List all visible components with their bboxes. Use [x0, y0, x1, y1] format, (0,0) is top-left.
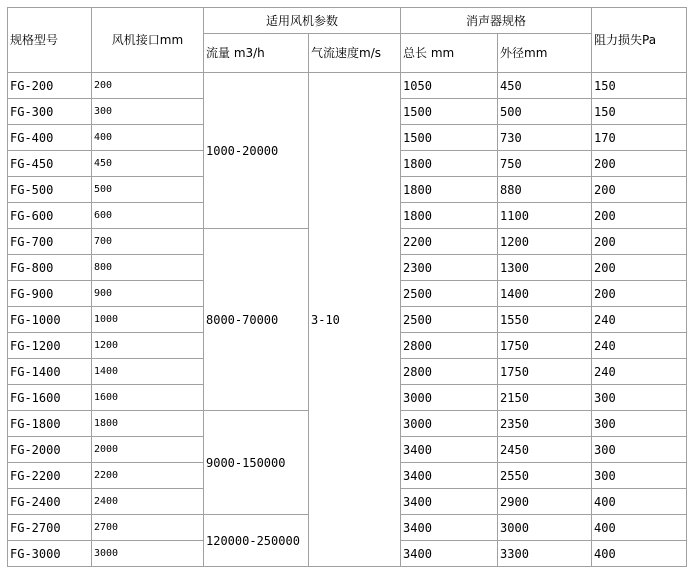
loss-cell: 150	[592, 99, 687, 125]
header-fan-params: 适用风机参数	[204, 8, 401, 34]
header-velocity: 气流速度m/s	[309, 34, 401, 73]
loss-cell: 300	[592, 437, 687, 463]
loss-cell: 200	[592, 151, 687, 177]
loss-cell: 200	[592, 281, 687, 307]
length-cell: 3400	[401, 437, 498, 463]
dia-cell: 1300	[498, 255, 592, 281]
dia-cell: 2150	[498, 385, 592, 411]
port-cell: 500	[92, 177, 204, 203]
loss-cell: 400	[592, 515, 687, 541]
length-cell: 3400	[401, 515, 498, 541]
dia-cell: 500	[498, 99, 592, 125]
length-cell: 3000	[401, 385, 498, 411]
flow-group-cell: 9000-150000	[204, 411, 309, 515]
port-cell: 1200	[92, 333, 204, 359]
velocity-cell: 3-10	[309, 73, 401, 567]
length-cell: 2500	[401, 281, 498, 307]
length-cell: 2500	[401, 307, 498, 333]
header-total-length: 总长 mm	[401, 34, 498, 73]
length-cell: 1800	[401, 177, 498, 203]
port-cell: 600	[92, 203, 204, 229]
header-resistance: 阻力损失Pa	[592, 8, 687, 73]
model-cell: FG-2400	[8, 489, 92, 515]
length-cell: 2800	[401, 333, 498, 359]
model-cell: FG-300	[8, 99, 92, 125]
dia-cell: 1200	[498, 229, 592, 255]
loss-cell: 150	[592, 73, 687, 99]
port-cell: 800	[92, 255, 204, 281]
flow-group-cell: 8000-70000	[204, 229, 309, 411]
length-cell: 2800	[401, 359, 498, 385]
loss-cell: 300	[592, 411, 687, 437]
model-cell: FG-450	[8, 151, 92, 177]
model-cell: FG-1800	[8, 411, 92, 437]
loss-cell: 200	[592, 229, 687, 255]
port-cell: 900	[92, 281, 204, 307]
model-cell: FG-400	[8, 125, 92, 151]
model-cell: FG-600	[8, 203, 92, 229]
dia-cell: 1100	[498, 203, 592, 229]
model-cell: FG-700	[8, 229, 92, 255]
flow-group-cell: 1000-20000	[204, 73, 309, 229]
table-row	[8, 73, 687, 99]
length-cell: 3400	[401, 541, 498, 567]
port-cell: 450	[92, 151, 204, 177]
port-cell: 2200	[92, 463, 204, 489]
length-cell: 2300	[401, 255, 498, 281]
dia-cell: 1400	[498, 281, 592, 307]
flow-group-cell: 120000-250000	[204, 515, 309, 567]
dia-cell: 1550	[498, 307, 592, 333]
header-outer-dia: 外径mm	[498, 34, 592, 73]
header-fan-port: 风机接口mm	[92, 8, 204, 73]
port-cell: 200	[92, 73, 204, 99]
port-cell: 700	[92, 229, 204, 255]
dia-cell: 2550	[498, 463, 592, 489]
dia-cell: 880	[498, 177, 592, 203]
dia-cell: 750	[498, 151, 592, 177]
loss-cell: 240	[592, 307, 687, 333]
model-cell: FG-900	[8, 281, 92, 307]
dia-cell: 3300	[498, 541, 592, 567]
length-cell: 3400	[401, 463, 498, 489]
loss-cell: 170	[592, 125, 687, 151]
model-cell: FG-500	[8, 177, 92, 203]
model-cell: FG-2000	[8, 437, 92, 463]
loss-cell: 240	[592, 333, 687, 359]
port-cell: 1400	[92, 359, 204, 385]
loss-cell: 300	[592, 463, 687, 489]
dia-cell: 450	[498, 73, 592, 99]
model-cell: FG-1400	[8, 359, 92, 385]
loss-cell: 300	[592, 385, 687, 411]
loss-cell: 400	[592, 489, 687, 515]
port-cell: 2700	[92, 515, 204, 541]
loss-cell: 200	[592, 255, 687, 281]
dia-cell: 1750	[498, 359, 592, 385]
length-cell: 2200	[401, 229, 498, 255]
model-cell: FG-800	[8, 255, 92, 281]
length-cell: 1800	[401, 203, 498, 229]
model-cell: FG-2200	[8, 463, 92, 489]
header-silencer-spec: 消声器规格	[401, 8, 592, 34]
loss-cell: 240	[592, 359, 687, 385]
length-cell: 1500	[401, 125, 498, 151]
port-cell: 300	[92, 99, 204, 125]
port-cell: 1600	[92, 385, 204, 411]
port-cell: 1800	[92, 411, 204, 437]
dia-cell: 2900	[498, 489, 592, 515]
header-flow: 流量 m3/h	[204, 34, 309, 73]
port-cell: 2000	[92, 437, 204, 463]
length-cell: 1800	[401, 151, 498, 177]
dia-cell: 1750	[498, 333, 592, 359]
model-cell: FG-200	[8, 73, 92, 99]
loss-cell: 200	[592, 203, 687, 229]
model-cell: FG-1600	[8, 385, 92, 411]
dia-cell: 2350	[498, 411, 592, 437]
port-cell: 2400	[92, 489, 204, 515]
loss-cell: 200	[592, 177, 687, 203]
model-cell: FG-2700	[8, 515, 92, 541]
dia-cell: 3000	[498, 515, 592, 541]
port-cell: 1000	[92, 307, 204, 333]
dia-cell: 2450	[498, 437, 592, 463]
loss-cell: 400	[592, 541, 687, 567]
length-cell: 1050	[401, 73, 498, 99]
header-model: 规格型号	[8, 8, 92, 73]
length-cell: 1500	[401, 99, 498, 125]
length-cell: 3400	[401, 489, 498, 515]
port-cell: 400	[92, 125, 204, 151]
model-cell: FG-1200	[8, 333, 92, 359]
silencer-spec-table	[7, 7, 687, 567]
dia-cell: 730	[498, 125, 592, 151]
model-cell: FG-1000	[8, 307, 92, 333]
model-cell: FG-3000	[8, 541, 92, 567]
port-cell: 3000	[92, 541, 204, 567]
length-cell: 3000	[401, 411, 498, 437]
